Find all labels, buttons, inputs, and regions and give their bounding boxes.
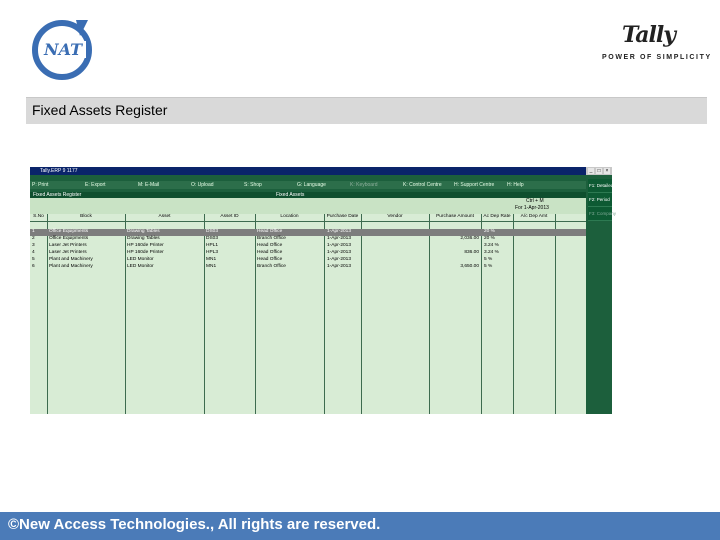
cell-asset: Drawing Tables <box>127 229 160 234</box>
table-row[interactable] <box>30 264 586 271</box>
col-dep-rate: Ac Dep Rate <box>483 214 511 219</box>
menu-print[interactable]: P: Print <box>32 182 49 188</box>
menu-help[interactable]: H: Help <box>507 182 524 188</box>
cell-asset-id: HPL1 <box>206 243 218 248</box>
cell-date: 1-Apr-2013 <box>327 250 351 255</box>
maximize-icon[interactable]: □ <box>597 168 601 174</box>
cell-rate: 5 % <box>484 264 493 269</box>
cell-asset: HP 160de Printer <box>127 250 164 255</box>
tally-window-title: Tally.ERP 9 1177 <box>40 168 78 174</box>
cell-location: Head Office <box>257 229 283 234</box>
assets-table <box>30 214 586 414</box>
header-divider <box>30 221 586 222</box>
menu-support-centre[interactable]: H: Support Centre <box>454 182 495 188</box>
window-controls <box>586 167 612 175</box>
col-block: Block <box>80 214 92 219</box>
copyright-text: ©New Access Technologies., All rights are reserved. <box>8 516 381 533</box>
cell-sno: 5 <box>32 257 35 262</box>
cell-location: Head Office <box>257 243 283 248</box>
report-period: For 1-Apr-2013 <box>515 205 549 211</box>
cell-block: Office Equipments <box>49 229 89 234</box>
tally-window <box>30 167 617 414</box>
menu-shop[interactable]: S: Shop <box>244 182 262 188</box>
tally-title-bar <box>30 167 586 175</box>
page-title-bar <box>26 97 707 124</box>
cell-date: 1-Apr-2013 <box>327 243 351 248</box>
cell-block: Plant and Machinery <box>49 264 93 269</box>
cell-asset-id: DS03 <box>206 236 218 241</box>
table-row[interactable] <box>30 250 586 257</box>
tally-button-bar <box>30 181 586 189</box>
tally-tagline: POWER OF SIMPLICITY <box>602 54 712 61</box>
cell-location: Branch Office <box>257 264 286 269</box>
col-purchase-date: Purchase Date <box>326 214 359 219</box>
menu-export[interactable]: E: Export <box>85 182 106 188</box>
report-shortcut: Ctrl + M <box>526 198 544 204</box>
cell-asset-id: HPL3 <box>206 250 218 255</box>
col-location: Location <box>280 214 299 219</box>
table-row[interactable] <box>30 257 586 264</box>
tally-logo <box>600 22 712 68</box>
cell-asset: LED Monitor <box>127 257 154 262</box>
cell-amount: 2,036.00 <box>460 236 479 241</box>
table-row[interactable] <box>30 243 586 250</box>
cell-sno: 4 <box>32 250 35 255</box>
btn-company-label: F3: Company <box>589 211 617 216</box>
cell-date: 1-Apr-2013 <box>327 257 351 262</box>
cell-block: Office Equipments <box>49 236 89 241</box>
cell-asset-id: MN1 <box>206 264 217 269</box>
footer-bar <box>0 512 720 540</box>
cell-asset: LED Monitor <box>127 264 154 269</box>
minimize-icon[interactable]: _ <box>589 168 593 174</box>
cell-sno: 3 <box>32 243 35 248</box>
report-center-title: Fixed Assets <box>276 192 305 198</box>
cell-asset: Drawing Tables <box>127 236 160 241</box>
report-name: Fixed Assets Register <box>33 192 82 198</box>
menu-upload[interactable]: O: Upload <box>191 182 214 188</box>
table-row[interactable] <box>30 236 586 243</box>
tally-logo-text: Tally <box>622 22 676 48</box>
cell-location: Branch Office <box>257 236 286 241</box>
menu-keyboard[interactable]: K: Keyboard <box>350 182 378 188</box>
nat-logo <box>26 16 100 80</box>
table-row[interactable] <box>30 229 586 236</box>
menu-language[interactable]: G: Language <box>297 182 326 188</box>
menu-control-centre[interactable]: K: Control Centre <box>403 182 442 188</box>
report-subheader <box>30 198 586 214</box>
cell-rate: 20 % <box>484 236 495 241</box>
cell-location: Head Office <box>257 257 283 262</box>
btn-period[interactable] <box>588 193 612 207</box>
cell-rate: 5 % <box>484 257 493 262</box>
col-sno: S.No <box>33 214 44 219</box>
cell-block: Laser Jet Printers <box>49 250 87 255</box>
cell-asset-id: DS03 <box>206 229 218 234</box>
cell-rate: 3.24 % <box>484 250 499 255</box>
page-title: Fixed Assets Register <box>32 102 168 118</box>
cell-sno: 1 <box>32 229 35 234</box>
close-icon[interactable]: × <box>605 168 609 174</box>
btn-period-label: F2: Period <box>589 197 610 202</box>
cell-asset: HP 160de Printer <box>127 243 164 248</box>
col-purchase-amount: Purchase Amount <box>436 214 474 219</box>
cell-date: 1-Apr-2013 <box>327 236 351 241</box>
cell-location: Head Office <box>257 250 283 255</box>
col-asset-id: Asset ID <box>220 214 239 219</box>
cell-sno: 2 <box>32 236 35 241</box>
col-asset: Asset <box>158 214 171 219</box>
cell-amount: 3,650.00 <box>460 264 479 269</box>
cell-rate: 3.24 % <box>484 243 499 248</box>
cell-date: 1-Apr-2013 <box>327 229 351 234</box>
cell-amount: 836.00 <box>464 250 479 255</box>
menu-email[interactable]: M: E-Mail <box>138 182 160 188</box>
cell-sno: 6 <box>32 264 35 269</box>
nat-logo-text: NAT <box>43 40 83 59</box>
cell-block: Laser Jet Printers <box>49 243 87 248</box>
col-vendor: Vendor <box>387 214 403 219</box>
btn-detailed-label: F1: Detailed <box>589 183 614 188</box>
col-dep-amount: A/c Dep Amt <box>520 214 548 219</box>
btn-company[interactable] <box>588 207 617 221</box>
btn-detailed[interactable] <box>588 179 612 193</box>
cell-asset-id: MN1 <box>206 257 217 262</box>
cell-date: 1-Apr-2013 <box>327 264 351 269</box>
cell-rate: 20 % <box>484 229 495 234</box>
cell-block: Plant and Machinery <box>49 257 93 262</box>
